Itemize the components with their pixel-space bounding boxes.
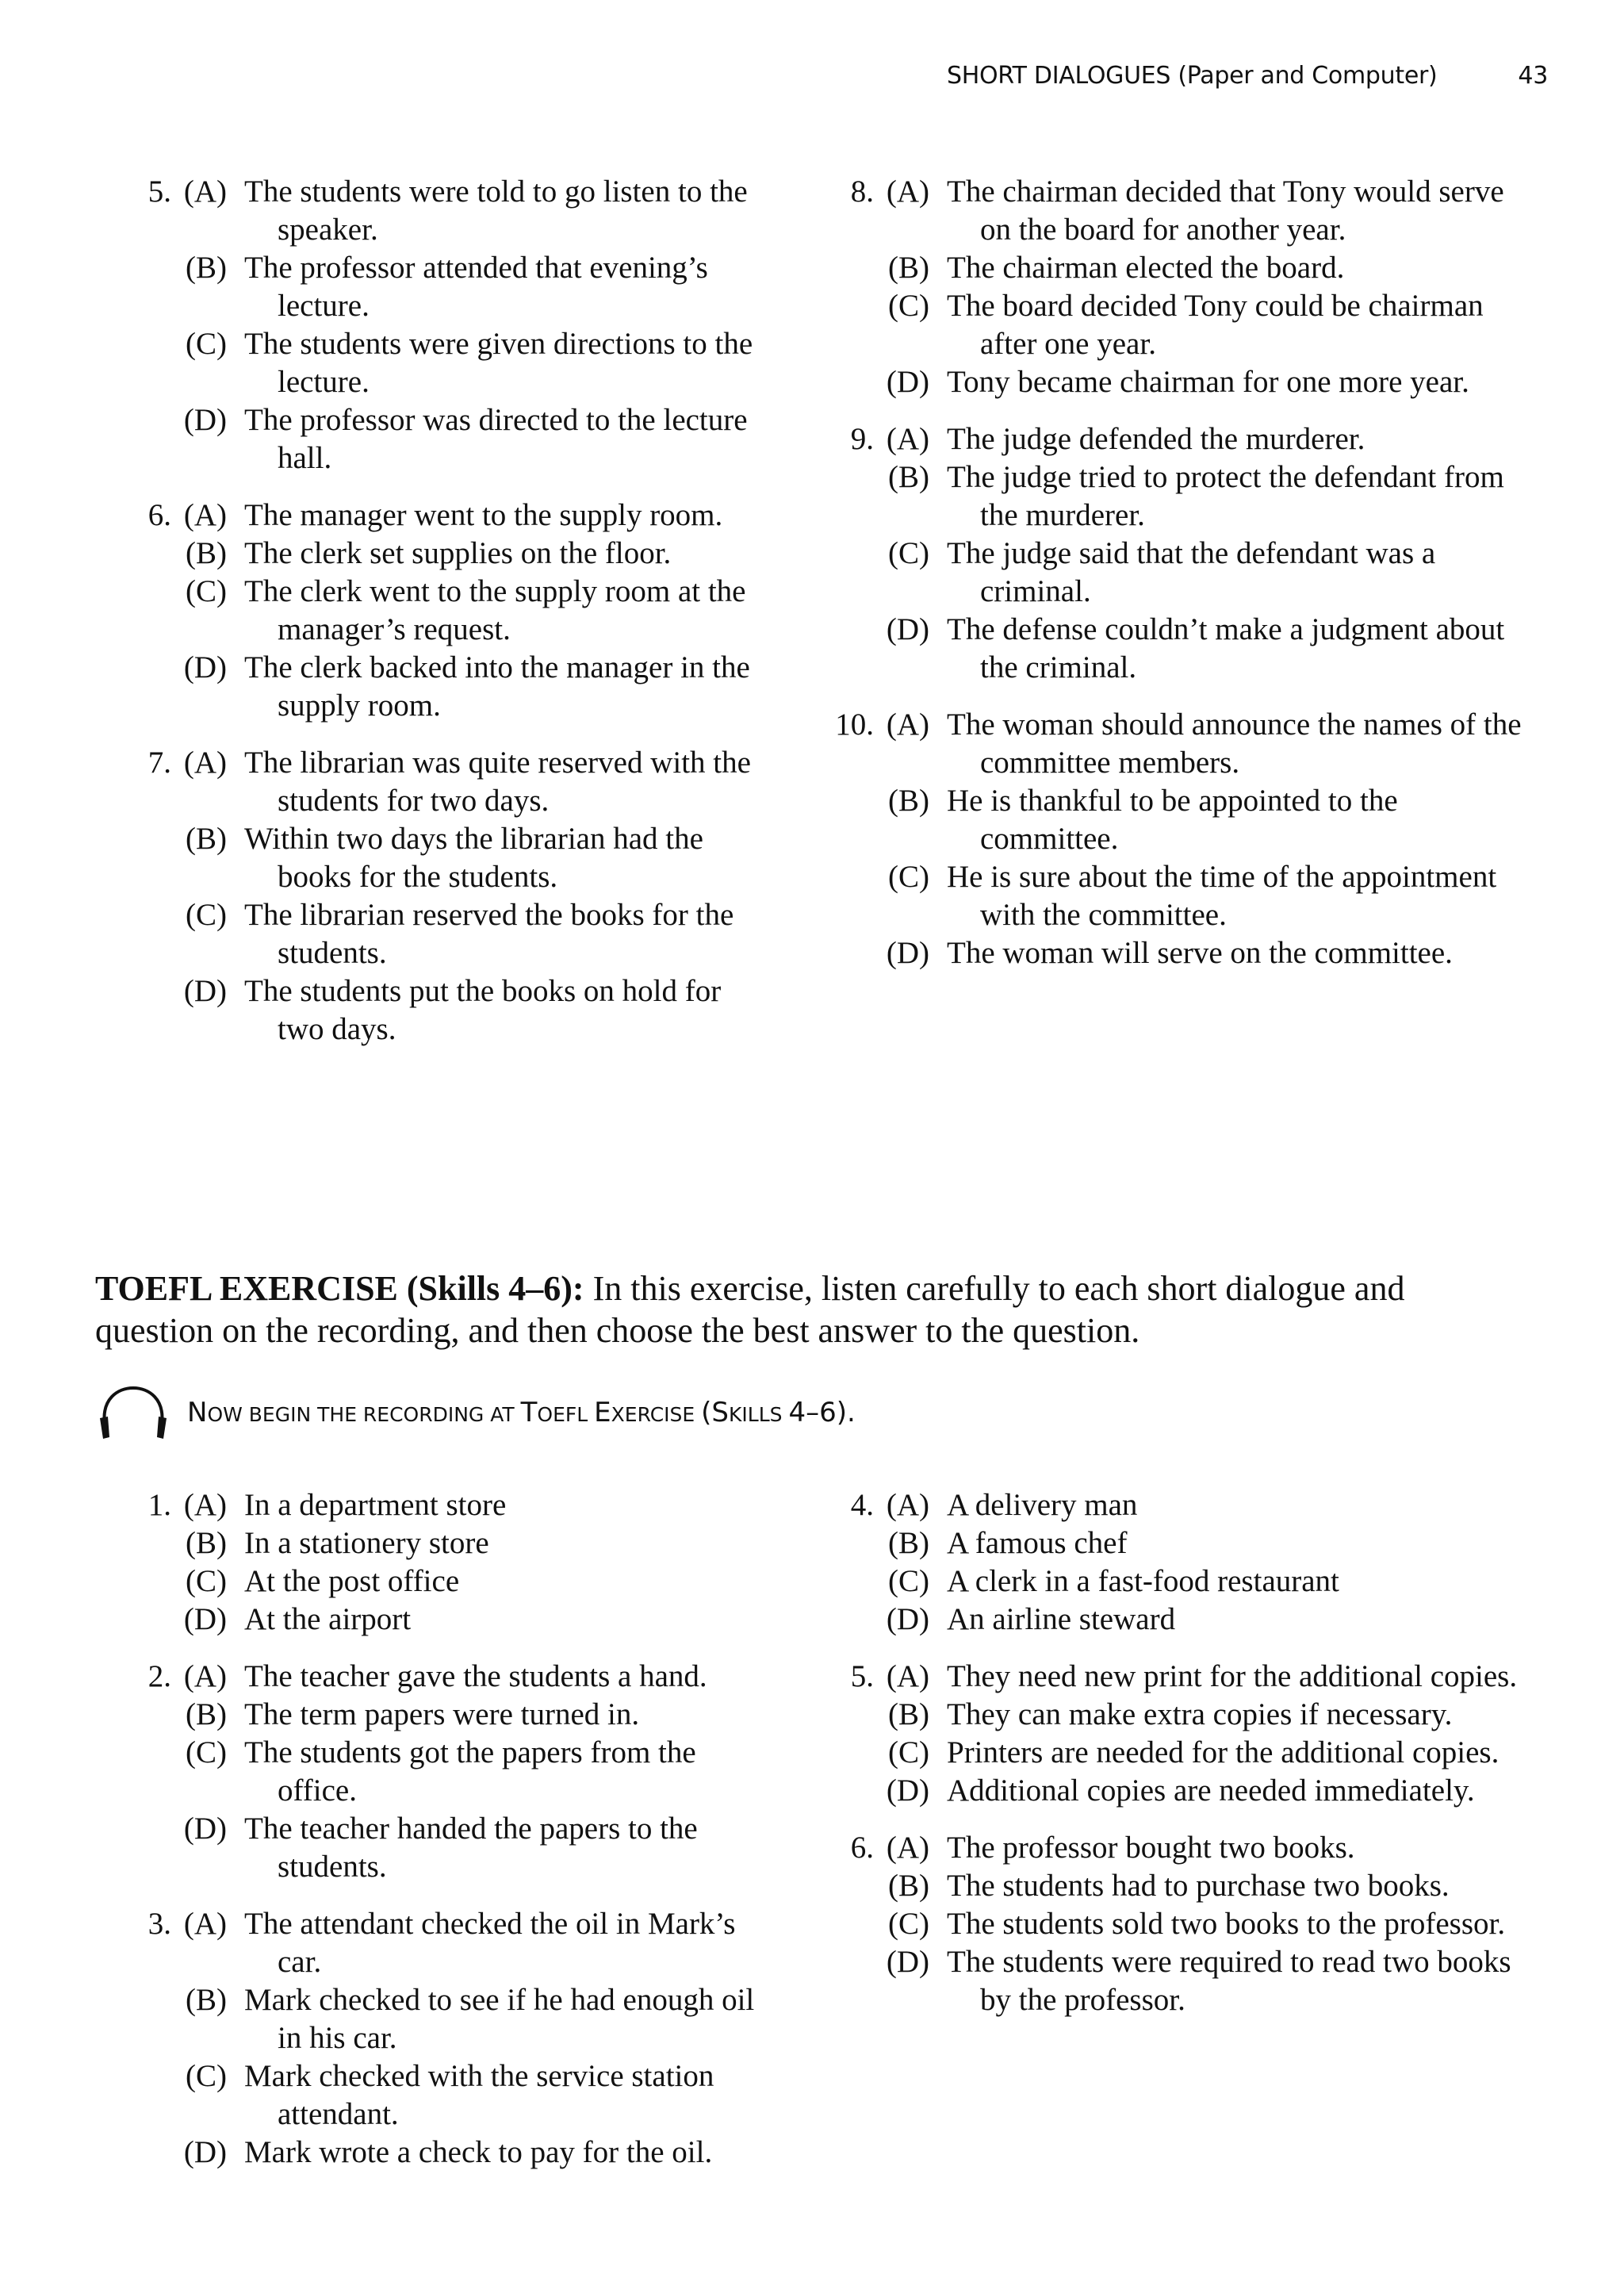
question-item (108, 1905, 758, 2172)
option-label: (A) (183, 1488, 227, 1522)
question-item (108, 1658, 758, 1886)
text-fragment: E (594, 1397, 611, 1428)
question-item (108, 497, 758, 725)
option-text: The librarian was quite reserved with the students for two days. (244, 746, 751, 818)
option-text: The teacher gave the students a hand. (244, 1659, 707, 1693)
option-label: (C) (888, 860, 929, 894)
question-number: 3. (147, 1907, 171, 1941)
option-text: The professor was directed to the lecture hall. (244, 403, 748, 475)
question-number: 10. (835, 707, 874, 742)
option-text: An airline steward (947, 1602, 1176, 1636)
option-text: The judge tried to protect the defendant from the murderer. (947, 460, 1504, 532)
answer-option (171, 1601, 758, 1639)
answer-option (171, 649, 758, 725)
question-number: 1. (147, 1488, 171, 1522)
text-fragment: N (187, 1397, 208, 1428)
option-text: The students were required to read two books by the professor. (947, 1945, 1511, 2017)
text-fragment: T (520, 1397, 538, 1428)
option-text: Mark checked to see if he had enough oil in his car. (244, 1983, 755, 2055)
option-text: Printers are needed for the additional copies. (947, 1735, 1500, 1769)
answer-option (874, 611, 1524, 687)
option-label: (D) (183, 974, 227, 1008)
option-label: (D) (183, 650, 227, 684)
option-label: (A) (183, 746, 227, 780)
running-title: SHORT DIALOGUES (Paper and Computer) (946, 62, 1438, 90)
option-label: (C) (186, 1735, 227, 1769)
headphones-icon (97, 1385, 170, 1440)
answer-option (874, 1524, 1524, 1562)
answer-option (171, 1562, 758, 1601)
question-number: 7. (147, 746, 171, 780)
answer-option (171, 1486, 758, 1524)
question-number: 6. (850, 1831, 874, 1865)
option-label: (A) (886, 707, 929, 742)
answer-option (171, 896, 758, 972)
answer-option (874, 1562, 1524, 1601)
question-number: 8. (850, 174, 874, 209)
option-label: (D) (183, 1602, 227, 1636)
option-label: (C) (888, 1735, 929, 1769)
option-label: (A) (886, 1659, 929, 1693)
recording-instruction-text (187, 1397, 856, 1428)
answer-option (171, 1696, 758, 1734)
question-number: 5. (850, 1659, 874, 1693)
question-item (810, 173, 1524, 401)
exercise-heading (95, 1267, 1491, 1352)
option-label: (B) (888, 1526, 929, 1560)
answer-option (171, 820, 758, 896)
option-label: (D) (886, 1602, 929, 1636)
option-text: The woman should announce the names of the committee members. (947, 707, 1522, 780)
question-number: 6. (147, 498, 171, 532)
answer-option (171, 573, 758, 649)
option-text: The attendant checked the oil in Mark’s car. (244, 1907, 736, 1979)
option-label: (B) (186, 251, 227, 285)
answer-option (874, 249, 1524, 287)
option-label: (C) (186, 898, 227, 932)
option-text: They can make extra copies if necessary. (947, 1697, 1453, 1731)
answer-option (874, 1867, 1524, 1905)
answer-option (171, 2057, 758, 2134)
answer-options (171, 173, 758, 477)
answer-option (171, 497, 758, 535)
answer-option (171, 1658, 758, 1696)
option-label: (B) (186, 536, 227, 570)
answer-option (171, 1734, 758, 1810)
answer-option (171, 1905, 758, 1981)
answer-options (874, 1829, 1524, 2019)
answer-option (874, 363, 1524, 401)
option-text: Additional copies are needed immediately. (947, 1773, 1475, 1808)
option-label: (A) (183, 498, 227, 532)
text-fragment: KILLS (729, 1403, 789, 1426)
answer-option (874, 934, 1524, 972)
option-text: The chairman elected the board. (947, 251, 1345, 285)
option-text: The judge said that the defendant was a criminal. (947, 536, 1436, 608)
option-text: The students were told to go listen to the speaker. (244, 174, 748, 247)
option-label: (D) (886, 1945, 929, 1979)
option-text: The woman will serve on the committee. (947, 936, 1453, 970)
option-label: (B) (888, 784, 929, 818)
option-label: (D) (886, 936, 929, 970)
option-label: (D) (886, 1773, 929, 1808)
option-label: (A) (886, 174, 929, 209)
question-number: 5. (147, 174, 171, 209)
question-item (810, 1658, 1524, 1810)
answer-option (874, 535, 1524, 611)
text-fragment: XERCISE (611, 1403, 702, 1426)
option-label: (B) (888, 460, 929, 494)
option-text: The students got the papers from the office. (244, 1735, 696, 1808)
option-text: Mark checked with the service station attendant. (244, 2059, 714, 2131)
option-text: The manager went to the supply room. (244, 498, 723, 532)
option-text: He is sure about the time of the appointment with the committee. (947, 860, 1497, 932)
answer-option (171, 972, 758, 1049)
option-label: (B) (888, 251, 929, 285)
exercise-title: TOEFL EXERCISE (Skills 4–6): (95, 1269, 584, 1308)
option-text: At the airport (244, 1602, 412, 1636)
text-fragment: (S (701, 1397, 729, 1428)
option-label: (A) (183, 174, 227, 209)
question-number: 4. (850, 1488, 874, 1522)
option-text: At the post office (244, 1564, 460, 1598)
option-text: A clerk in a fast-food restaurant (947, 1564, 1339, 1598)
answer-option (874, 1829, 1524, 1867)
answer-option (874, 1658, 1524, 1696)
answer-options (171, 1658, 758, 1886)
option-label: (B) (186, 1983, 227, 2017)
question-item (108, 173, 758, 477)
option-text: The students had to purchase two books. (947, 1869, 1450, 1903)
option-text: The clerk set supplies on the floor. (244, 536, 672, 570)
question-item (810, 420, 1524, 687)
option-label: (D) (183, 1812, 227, 1846)
answer-option (874, 1601, 1524, 1639)
answer-option (874, 287, 1524, 363)
answer-option (874, 858, 1524, 934)
answer-options (171, 497, 758, 725)
answer-option (171, 325, 758, 401)
option-text: The professor bought two books. (947, 1831, 1355, 1865)
questions-column-top-right (810, 173, 1524, 972)
option-text: In a stationery store (244, 1526, 489, 1560)
option-label: (D) (183, 403, 227, 437)
option-text: Mark wrote a check to pay for the oil. (244, 2135, 713, 2169)
question-item (108, 1486, 758, 1639)
option-text: A famous chef (947, 1526, 1128, 1560)
option-label: (A) (183, 1907, 227, 1941)
option-label: (B) (186, 1526, 227, 1560)
text-fragment: OW BEGIN THE RECORDING AT (207, 1403, 521, 1426)
text-fragment: 4–6). (788, 1397, 856, 1428)
option-text: The defense couldn’t make a judgment about the criminal. (947, 612, 1505, 684)
option-label: (B) (888, 1869, 929, 1903)
question-item (810, 1829, 1524, 2019)
answer-options (874, 173, 1524, 401)
option-text: A delivery man (947, 1488, 1138, 1522)
option-text: Tony became chairman for one more year. (947, 365, 1469, 399)
option-label: (C) (888, 536, 929, 570)
answer-option (171, 249, 758, 325)
answer-option (171, 744, 758, 820)
question-number: 2. (147, 1659, 171, 1693)
option-text: Within two days the librarian had the books for the students. (244, 822, 703, 894)
answer-option (874, 1696, 1524, 1734)
question-number: 9. (850, 422, 874, 456)
option-label: (A) (183, 1659, 227, 1693)
answer-option (874, 1943, 1524, 2019)
option-text: The professor attended that evening’s lecture. (244, 251, 708, 323)
answer-options (874, 1486, 1524, 1639)
answer-option (874, 706, 1524, 782)
answer-options (874, 706, 1524, 972)
option-label: (C) (186, 1564, 227, 1598)
answer-option (874, 1905, 1524, 1943)
questions-column-bottom-left (108, 1486, 758, 2172)
option-text: The librarian reserved the books for the students. (244, 898, 734, 970)
option-label: (D) (886, 612, 929, 646)
option-label: (B) (888, 1697, 929, 1731)
answer-option (171, 1981, 758, 2057)
answer-option (171, 173, 758, 249)
option-label: (C) (888, 1564, 929, 1598)
option-label: (C) (888, 289, 929, 323)
option-text: In a department store (244, 1488, 507, 1522)
text-fragment: OEFL (537, 1403, 595, 1426)
question-item (810, 706, 1524, 972)
option-label: (B) (186, 822, 227, 856)
answer-options (874, 1658, 1524, 1810)
questions-column-top-left (108, 173, 758, 1049)
option-text: The board decided Tony could be chairman after one year. (947, 289, 1484, 361)
option-label: (D) (886, 365, 929, 399)
answer-options (874, 420, 1524, 687)
option-text: The clerk went to the supply room at the manager’s request. (244, 574, 746, 646)
recording-instruction (97, 1385, 856, 1440)
answer-options (171, 1486, 758, 1639)
option-text: The students put the books on hold for two days. (244, 974, 722, 1046)
page-header (947, 62, 1548, 94)
option-label: (A) (886, 422, 929, 456)
page-number: 43 (1518, 62, 1548, 90)
option-text: The term papers were turned in. (244, 1697, 640, 1731)
answer-option (874, 458, 1524, 535)
answer-options (171, 744, 758, 1049)
option-text: They need new print for the additional copies. (947, 1659, 1518, 1693)
answer-option (874, 1486, 1524, 1524)
answer-option (171, 1524, 758, 1562)
option-text: The students sold two books to the professor. (947, 1907, 1506, 1941)
answer-option (171, 1810, 758, 1886)
option-text: The teacher handed the papers to the students. (244, 1812, 698, 1884)
option-label: (A) (886, 1831, 929, 1865)
answer-option (171, 2134, 758, 2172)
answer-option (874, 420, 1524, 458)
question-item (108, 744, 758, 1049)
option-text: He is thankful to be appointed to the committee. (947, 784, 1398, 856)
answer-option (171, 535, 758, 573)
option-text: The clerk backed into the manager in the supply room. (244, 650, 750, 723)
question-item (810, 1486, 1524, 1639)
answer-option (874, 1734, 1524, 1772)
questions-column-bottom-right (810, 1486, 1524, 2019)
option-label: (A) (886, 1488, 929, 1522)
answer-option (874, 1772, 1524, 1810)
option-label: (C) (888, 1907, 929, 1941)
option-text: The chairman decided that Tony would serve on the board for another year. (947, 174, 1504, 247)
answer-option (171, 401, 758, 477)
option-label: (C) (186, 574, 227, 608)
answer-option (874, 782, 1524, 858)
option-text: The judge defended the murderer. (947, 422, 1365, 456)
option-label: (B) (186, 1697, 227, 1731)
answer-option (874, 173, 1524, 249)
option-text: The students were given directions to the lecture. (244, 327, 753, 399)
answer-options (171, 1905, 758, 2172)
option-label: (C) (186, 2059, 227, 2093)
option-label: (D) (183, 2135, 227, 2169)
exercise-instructions: In this exercise, listen carefully to each short dialogue and question on the recording, and then choose the best answer to the question. (95, 1269, 1405, 1350)
option-label: (C) (186, 327, 227, 361)
